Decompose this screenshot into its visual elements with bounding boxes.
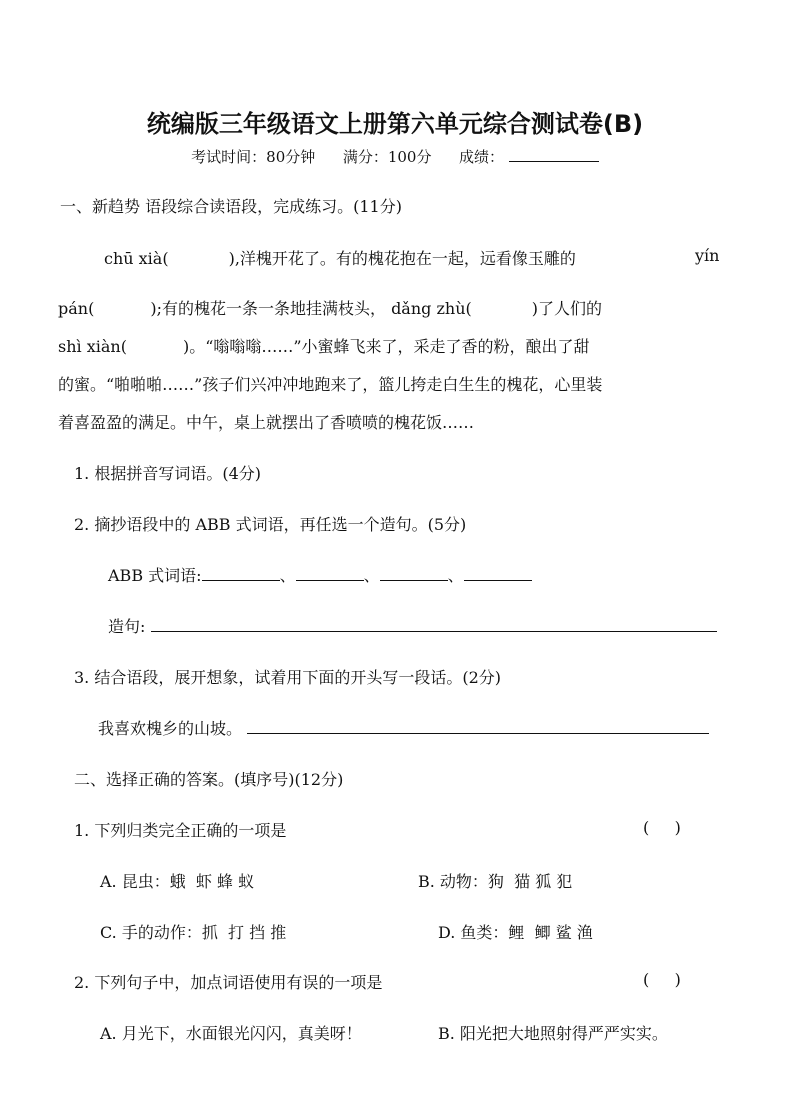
abb-sep-2: 、 bbox=[363, 566, 380, 585]
s2-q2-answer-bracket[interactable]: ( ) bbox=[643, 970, 681, 989]
s2-q1-option-b[interactable]: B. 动物：狗 猫 狐 犯 bbox=[418, 872, 573, 891]
s2-q1-answer-bracket[interactable]: ( ) bbox=[643, 818, 681, 837]
s2-q1-option-c[interactable]: C. 手的动作：抓 打 挡 推 bbox=[100, 923, 287, 942]
abb-blank-2[interactable] bbox=[296, 564, 364, 581]
passage-text-4: )。“嗡嗡嗡……”小蜜蜂飞来了，采走了香的粉，酿出了甜 bbox=[182, 337, 590, 356]
q3-answer-row bbox=[98, 716, 709, 739]
s2-q2-stem: 2. 下列句子中，加点词语使用有误的一项是 bbox=[74, 973, 383, 992]
q3-start-text: 我喜欢槐乡的山坡。 bbox=[98, 719, 243, 738]
sentence-row bbox=[108, 614, 717, 637]
q3-answer-blank[interactable] bbox=[247, 717, 709, 734]
s2-q1-stem: 1. 下列归类完全正确的一项是 bbox=[74, 821, 287, 840]
s1-question-1: 1. 根据拼音写词语。(4分) bbox=[74, 464, 262, 483]
s2-q2-option-b[interactable]: B. 阳光把大地照射得严严实实。 bbox=[438, 1024, 668, 1043]
passage-text-2: );有的槐花一条一条地挂满枝头， bbox=[150, 299, 386, 318]
pinyin-dangzhu: dǎng zhù( bbox=[391, 299, 472, 318]
section1-heading: 一、新趋势 语段综合读语段，完成练习。(11分) bbox=[60, 197, 402, 216]
sentence-blank[interactable] bbox=[151, 615, 717, 632]
section2-heading: 二、选择正确的答案。(填序号)(12分) bbox=[74, 770, 344, 789]
s2-q2-option-a[interactable]: A. 月光下，水面银光闪闪，真美呀！ bbox=[100, 1024, 362, 1043]
passage-text-3: )了人们的 bbox=[531, 299, 603, 318]
pinyin-shixian: shì xiàn( bbox=[58, 337, 127, 356]
abb-row bbox=[108, 563, 532, 586]
exam-info bbox=[0, 146, 790, 167]
sentence-label: 造句: bbox=[108, 617, 146, 636]
passage-line-6: 着喜盈盈的满足。中午，桌上就摆出了香喷喷的槐花饭…… bbox=[58, 413, 475, 432]
page-title: 统编版三年级语文上册第六单元综合测试卷(B) bbox=[146, 110, 644, 138]
abb-sep-1: 、 bbox=[279, 566, 296, 585]
s2-q1-option-d[interactable]: D. 鱼类：鲤 鲫 鲨 渔 bbox=[438, 923, 593, 942]
abb-label: ABB 式词语: bbox=[108, 566, 202, 585]
s1-question-2: 2. 摘抄语段中的 ABB 式词语，再任选一个造句。(5分) bbox=[74, 515, 467, 534]
pinyin-chuxia: chū xià( bbox=[104, 249, 169, 268]
exam-time: 考试时间：80分钟 bbox=[191, 148, 316, 166]
abb-blank-1[interactable] bbox=[202, 564, 280, 581]
pinyin-yin: yín bbox=[695, 246, 720, 265]
passage-line-2 bbox=[58, 296, 602, 319]
s1-question-3: 3. 结合语段，展开想象，试着用下面的开头写一段话。(2分) bbox=[74, 668, 502, 687]
passage-line-1 bbox=[104, 246, 576, 269]
passage-text-1: ),洋槐开花了。有的槐花抱在一起，远看像玉雕的 bbox=[228, 249, 576, 268]
full-score: 满分：100分 bbox=[342, 148, 432, 166]
score-label: 成绩： bbox=[459, 148, 505, 166]
abb-blank-3[interactable] bbox=[380, 564, 448, 581]
passage-line-3 bbox=[58, 334, 590, 357]
abb-blank-4[interactable] bbox=[464, 564, 532, 581]
pinyin-pan: pán( bbox=[58, 299, 95, 318]
s2-q1-option-a[interactable]: A. 昆虫：蛾 虾 蜂 蚁 bbox=[100, 872, 255, 891]
passage-line-5: 的蜜。“啪啪啪……”孩子们兴冲冲地跑来了，篮儿挎走白生生的槐花，心里装 bbox=[58, 375, 603, 394]
score-blank[interactable] bbox=[509, 147, 599, 162]
abb-sep-3: 、 bbox=[447, 566, 464, 585]
